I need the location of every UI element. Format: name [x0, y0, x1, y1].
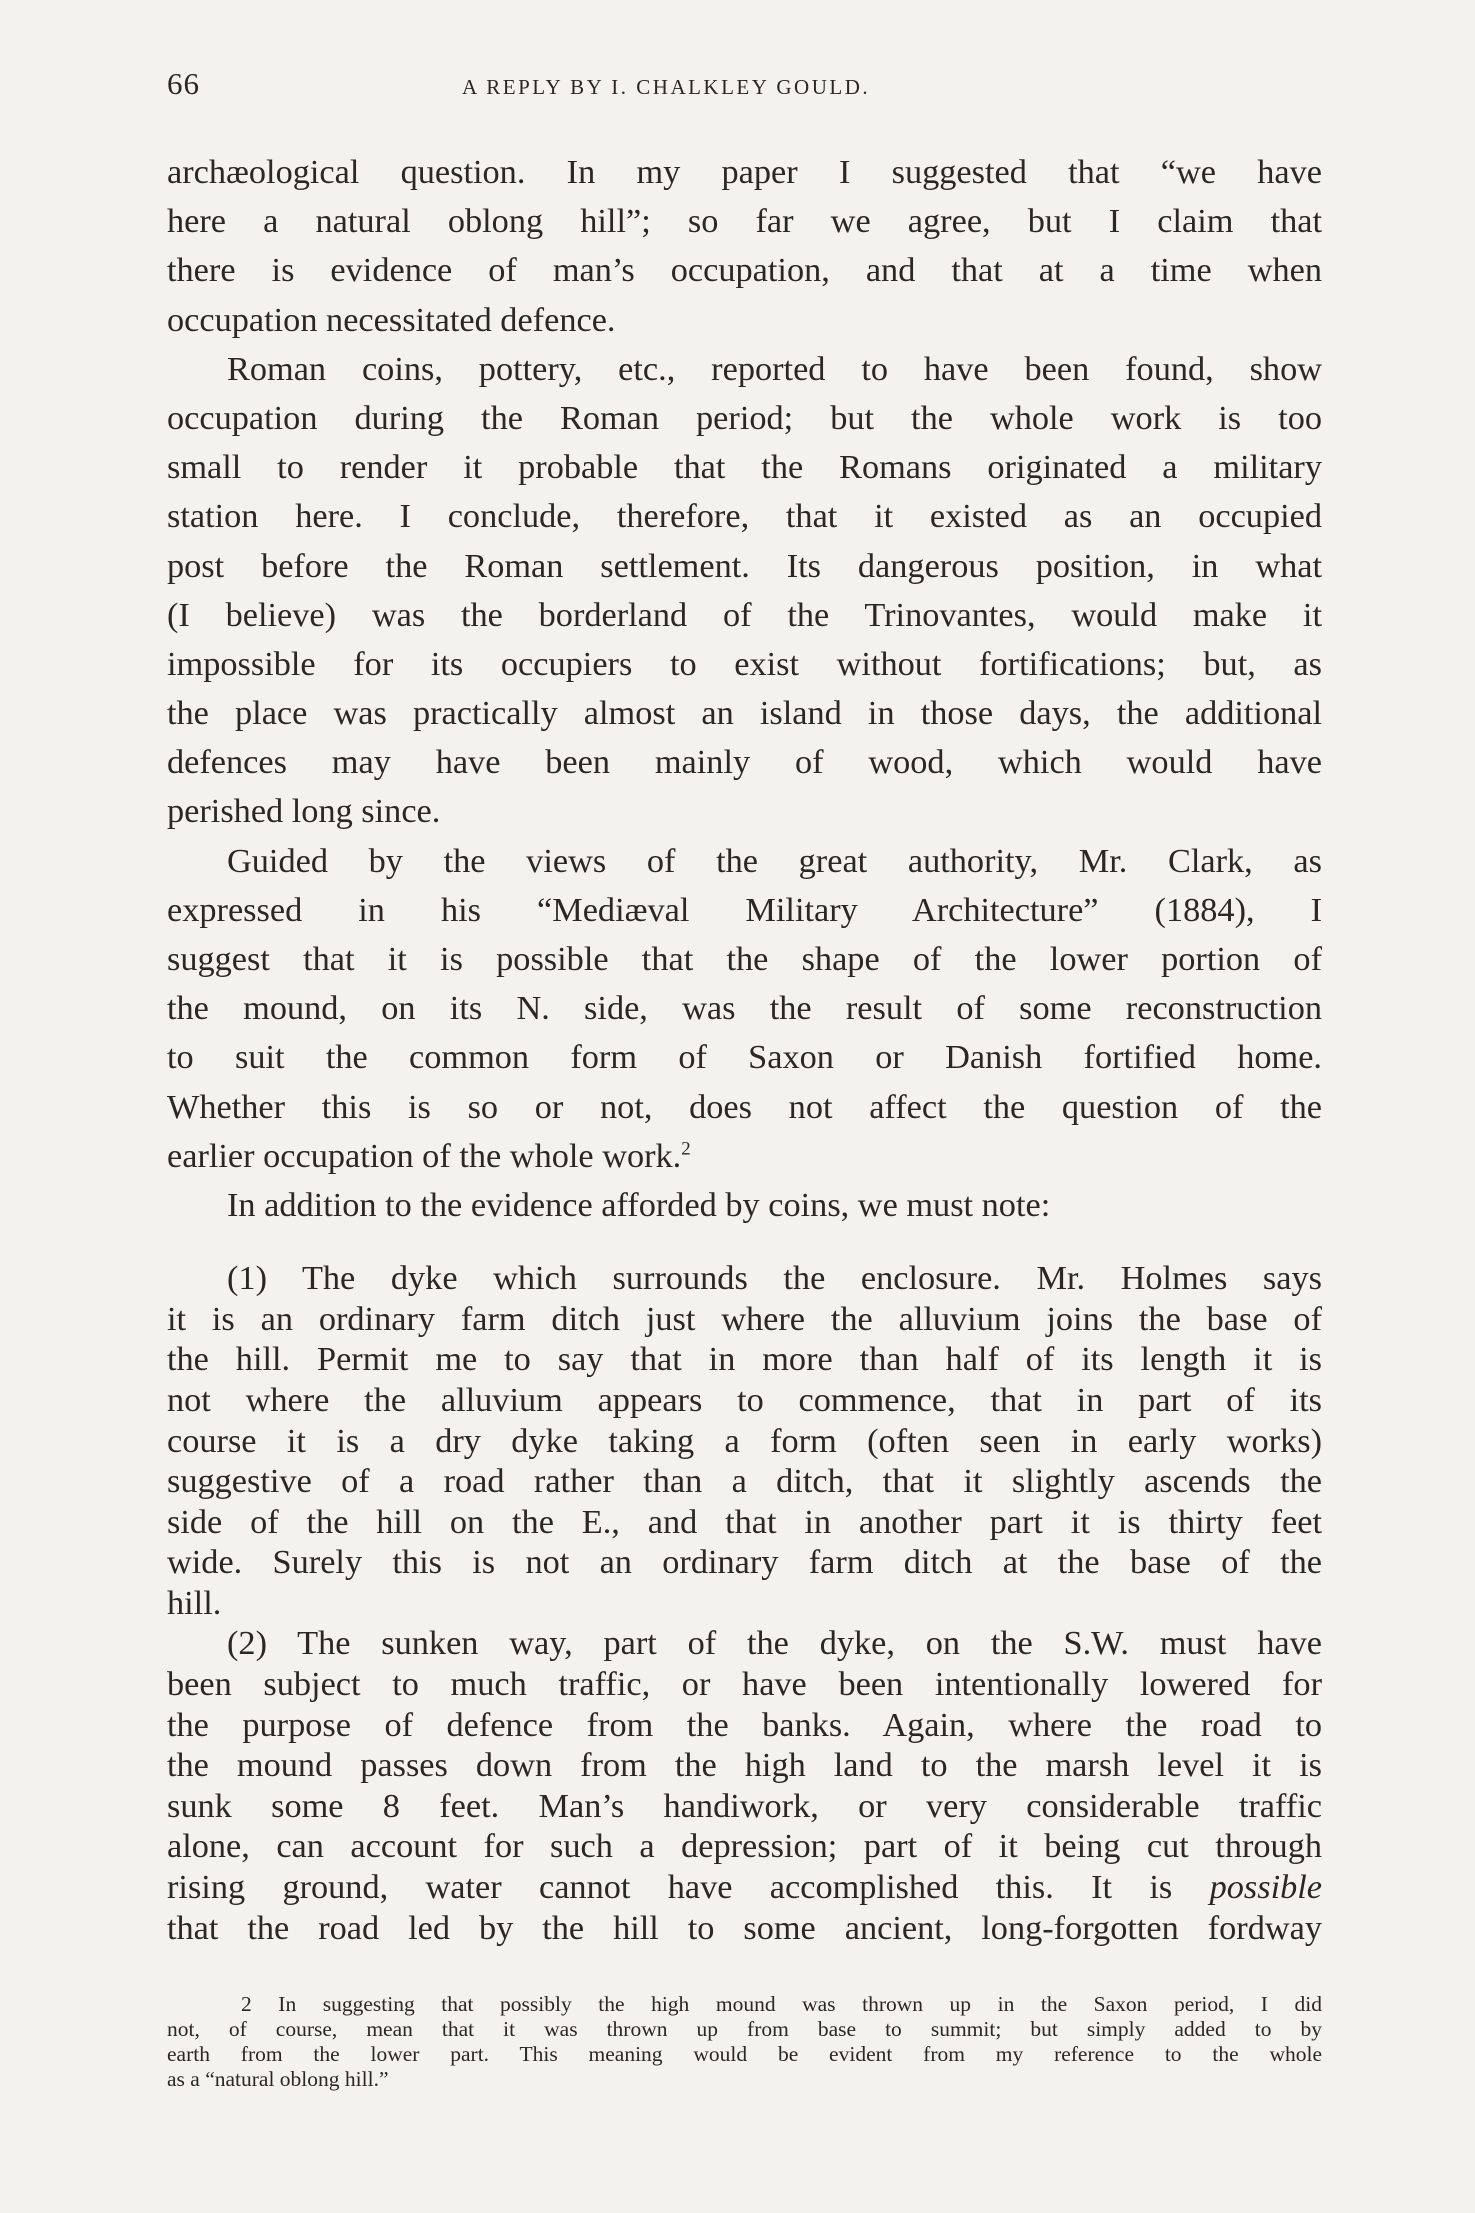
text-line: (I believe) was the borderland of the Trinovantes, would make it — [167, 595, 1322, 634]
text-line — [167, 1132, 1322, 1181]
footnote-line: as a “natural oblong hill.” — [167, 2067, 389, 2091]
text-line: the purpose of defence from the banks. Again, where the road to — [167, 1705, 1322, 1744]
text-line: occupation necessitated defence. — [167, 300, 616, 339]
text-line: Guided by the views of the great authority, Mr. Clark, as — [227, 841, 1322, 880]
text-line: alone, can account for such a depression; part of it being cut through — [167, 1827, 1322, 1866]
paragraph-3 — [167, 837, 1322, 1181]
text-line: that the road led by the hill to some ancient, long-forgotten fordway — [167, 1908, 1322, 1947]
footnote-line: not, of course, mean that it was thrown up from base to summit; but simply added to by — [167, 2017, 1322, 2041]
paragraph-2 — [167, 345, 1322, 837]
text-line-content: earlier occupation of the whole work. — [167, 1136, 682, 1175]
text-line: it is an ordinary farm ditch just where the alluvium joins the base of — [167, 1299, 1322, 1338]
text-line: the place was practically almost an island in those days, the additional — [167, 694, 1322, 733]
text-line: perished long since. — [167, 792, 441, 831]
text-line: impossible for its occupiers to exist without fortifications; but, as — [167, 644, 1322, 683]
italic-word: possible — [1209, 1868, 1322, 1907]
text-line: the mound, on its N. side, was the result of some reconstruction — [167, 989, 1322, 1028]
text-line: suggest that it is possible that the shape of the lower portion of — [167, 940, 1322, 978]
text-line: the mound passes down from the high land to the marsh level it is — [167, 1746, 1322, 1785]
paragraph-4 — [167, 1181, 1322, 1230]
footnote-line: earth from the lower part. This meaning would be evident from my reference to the whole — [167, 2042, 1322, 2066]
text-line: post before the Roman settlement. Its dangerous position, in what — [167, 546, 1322, 585]
text-line: (2) The sunken way, part of the dyke, on the S.W. must have — [227, 1624, 1322, 1663]
text-line: suggestive of a road rather than a ditch, that it slightly ascends the — [167, 1462, 1322, 1501]
text-line: hill. — [167, 1583, 222, 1622]
text-line: station here. I conclude, therefore, that it existed as an occupied — [167, 497, 1322, 536]
text-line: wide. Surely this is not an ordinary farm ditch at the base of the — [167, 1543, 1322, 1582]
text-line: not where the alluvium appears to commence, that in part of its — [167, 1380, 1322, 1419]
text-line: In addition to the evidence afforded by coins, we must note: — [227, 1185, 1051, 1224]
section-gap — [167, 1230, 1322, 1258]
running-head — [167, 66, 1322, 106]
text-line: to suit the common form of Saxon or Danish fortified home. — [167, 1038, 1322, 1077]
text-line: occupation during the Roman period; but the whole work is too — [167, 398, 1322, 437]
text-line — [167, 1867, 1322, 1908]
text-line: here a natural oblong hill”; so far we agree, but I claim that — [167, 202, 1322, 241]
text-line: archæological question. In my paper I suggested that “we have — [167, 153, 1322, 191]
text-line: the hill. Permit me to say that in more than half of its length it is — [167, 1340, 1322, 1379]
footnote — [167, 1992, 1322, 2092]
text-line: defences may have been mainly of wood, which would have — [167, 743, 1322, 782]
text-line: course it is a dry dyke taking a form (often seen in early works) — [167, 1421, 1322, 1460]
paragraph-1 — [167, 148, 1322, 345]
list-item-2 — [167, 1623, 1322, 1948]
text-line: (1) The dyke which surrounds the enclosure. Mr. Holmes says — [227, 1259, 1322, 1298]
text-line: expressed in his “Mediæval Military Architecture” (1884), I — [167, 890, 1322, 929]
body-text — [167, 148, 1322, 1948]
footnote-line: 2 In suggesting that possibly the high mound was thrown up in the Saxon period, I did — [241, 1992, 1322, 2016]
footnote-ref[interactable]: 2 — [681, 1138, 691, 1160]
list-item-1 — [167, 1258, 1322, 1623]
text-line: been subject to much traffic, or have been intentionally lowered for — [167, 1665, 1322, 1704]
running-title: A REPLY BY I. CHALKLEY GOULD. — [462, 75, 871, 99]
text-line: side of the hill on the E., and that in another part it is thirty feet — [167, 1502, 1322, 1541]
text-line: Whether this is so or not, does not affect the question of the — [167, 1087, 1322, 1126]
text-line-content: rising ground, water cannot have accomplished this. It is — [167, 1868, 1173, 1907]
text-line: Roman coins, pottery, etc., reported to have been found, show — [227, 349, 1322, 388]
page-number: 66 — [167, 66, 200, 101]
text-line: there is evidence of man’s occupation, and that at a time when — [167, 251, 1322, 290]
text-line: small to render it probable that the Romans originated a military — [167, 448, 1322, 487]
text-line: sunk some 8 feet. Man’s handiwork, or very considerable traffic — [167, 1786, 1322, 1825]
